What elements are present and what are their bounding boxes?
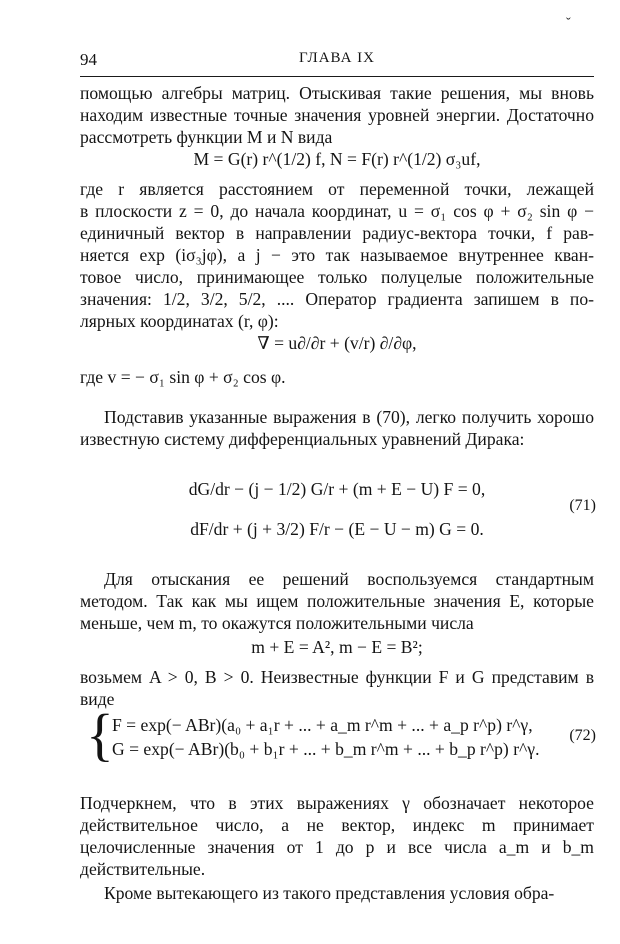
para5-text: возьмем A > 0, B > 0. Неизвестные функции F и G представим в виде	[80, 667, 594, 709]
para6-text: Подчеркнем, что в этих выражениях γ обозначает некоторое действительное число, а не вектор, индекс m принимает целочисленные значения от 1 до p и все числа a_m и b_m действительные.	[80, 793, 594, 879]
equation-71-number: (71)	[569, 497, 596, 514]
equation-72-line-2: G = exp(− ABr)(b₀ + b₁r + ... + b_m r^m + ... + b_p r^p) r^γ.	[112, 739, 540, 759]
para2-line-3: единичный вектор в направлении радиус-вектора точки, f рав-	[80, 223, 594, 243]
para2-line-7: лярных координатах (r, φ):	[80, 311, 279, 331]
speck-mark: ˇ	[566, 16, 571, 31]
page-number: 94	[80, 50, 97, 69]
equation-71-line-2: dF/dr + (j + 3/2) F/r − (E − U − m) G = 0.	[190, 519, 484, 539]
paragraph-7	[80, 882, 594, 904]
paragraph-2	[80, 178, 594, 332]
paragraph-6	[80, 792, 594, 880]
para2-line-6: значения: 1/2, 3/2, 5/2, .... Оператор градиента запишем в по-	[80, 289, 594, 309]
header-rule	[80, 76, 594, 77]
para4-text: Для отыскания ее решений воспользуемся стандартным методом. Так как мы ищем положительные значения E, которые меньше, чем m, то окажутся положительными числа	[80, 569, 594, 633]
para3-text: Подставив указанные выражения в (70), легко получить хорошо известную систему дифференциальных уравнений Дирака:	[80, 407, 594, 449]
equation-72-number: (72)	[569, 727, 596, 744]
page-header	[80, 50, 594, 74]
para7-text: Кроме вытекающего из такого представления условия обра-	[104, 883, 555, 903]
equation-gradient: ∇ = u∂/∂r + (v/r) ∂/∂φ,	[257, 333, 417, 353]
paragraph-1	[80, 82, 594, 148]
equation-71-line-1: dG/dr − (j − 1/2) G/r + (m + E − U) F = 0,	[188, 479, 486, 499]
equation-72-line-1: F = exp(− ABr)(a₀ + a₁r + ... + a_m r^m + ... + a_p r^p) r^γ,	[112, 715, 533, 735]
paragraph-4	[80, 568, 594, 634]
left-brace: {	[86, 702, 114, 767]
line-v-definition: где v = − σ₁ sin φ + σ₂ cos φ.	[80, 367, 286, 387]
para2-line-5: товое число, принимающее только полуцелые положительные	[80, 267, 594, 287]
para2-line-4: няется exp (iσ₃jφ), а j − это так называемое внутреннее кван-	[80, 245, 594, 265]
paragraph-5	[80, 666, 594, 710]
para2-line-2: в плоскости z = 0, до начала координат, u = σ₁ cos φ + σ₂ sin φ −	[80, 201, 594, 221]
chapter-title: ГЛАВА IX	[298, 50, 376, 66]
para1-text: помощью алгебры матриц. Отыскивая такие решения, мы вновь находим известные точные значения уровней энергии. Достаточно рассмотреть функции M и N вида	[80, 83, 594, 147]
equation-m-n: M = G(r) r^(1/2) f, N = F(r) r^(1/2) σ₃uf,	[193, 149, 481, 169]
para2-line-1: где r является расстоянием от переменной точки, лежащей	[80, 179, 594, 199]
equation-a-b: m + E = A², m − E = B²;	[251, 637, 423, 657]
paragraph-3	[80, 406, 594, 450]
